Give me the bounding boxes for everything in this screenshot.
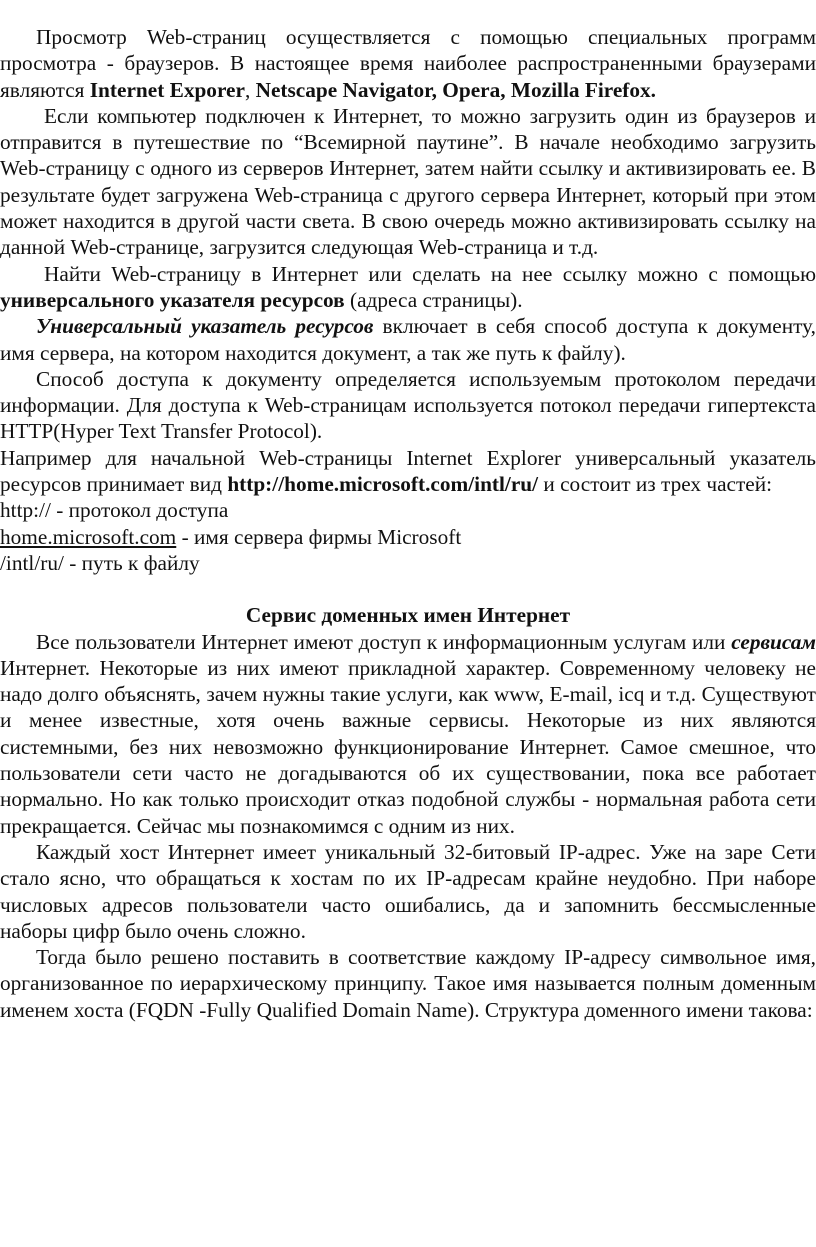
bold-url: http://home.microsoft.com/intl/ru/ — [227, 472, 539, 497]
url-part-protocol: http:// - протокол доступа — [0, 498, 229, 523]
text: включает в себя способ доступа к документу, имя сервера, на котором находится документ, а так же путь к файлу). — [0, 314, 816, 365]
text: и состоит из трех частей: — [538, 472, 773, 497]
paragraph-example — [0, 445, 816, 498]
paragraph-web-travel: Если компьютер подключен к Интернет, то можно загрузить один из браузеров и отправится в путешествие по “Всемирной паутине”. В начале необходимо загрузить Web-страницу с одного из серверов Интернет, затем найти ссылку и активизировать ее. В результате будет загружена Web-страница с другого сервера Интернет, который при этом может находится в другой части света. В свою очередь можно активизировать ссылку на данной Web-странице, загрузится следующая Web-страница и т.д. — [0, 103, 816, 260]
text: (адреса страницы). — [344, 287, 523, 312]
bold-text: Internet Exporer — [89, 77, 245, 102]
text: Просмотр Web-страниц осуществляется с помощью специальных программ просмотра - браузеров. В настоящее время наиболее распространенными браузерами являются — [0, 25, 816, 102]
bold-text: Netscape Navigator, Opera, Mozilla Firefox. — [255, 77, 657, 102]
bold-italic-text: Универсальный указатель ресурсов — [36, 314, 374, 339]
bold-text: универсального указателя ресурсов — [0, 287, 345, 312]
paragraph-protocol: Способ доступа к документу определяется используемым протоколом передачи информации. Для доступа к Web-страницам используется потокол передачи гипертекста HTTP(Hyper Text Transfer Protocol). — [0, 366, 816, 444]
paragraph-ip-address: Каждый хост Интернет имеет уникальный 32-битовый IP-адрес. Уже на заре Сети стало ясно, что обращаться к хостам по их IP-адресам крайне неудобно. При наборе числовых адресов пользователи часто ошибались, да и запомнить бессмысленные наборы цифр было очень сложно. — [0, 839, 816, 943]
bold-italic-text: сервисам — [731, 629, 816, 654]
paragraph-url-definition — [0, 313, 816, 366]
text: Интернет. Некоторые из них имеют прикладной характер. Современному человеку не надо долго объяснять, зачем нужны такие услуги, как www, E-mail, icq и т.д. Существуют и менее известные, хотя очень важные сервисы. Некоторые из них являются системными, без них невозможно функционирование Интернет. Самое смешное, что пользователи сети часто не догадываются об их существовании, пока все работает нормально. Но как только происходит отказ подобной службы - нормальная работа сети прекращается. Сейчас мы познакомимся с одним из них. — [0, 655, 816, 838]
paragraph-services — [0, 629, 816, 839]
url-part-path: /intl/ru/ - путь к файлу — [0, 550, 200, 575]
paragraph-browsers — [0, 24, 816, 103]
text: Например для начальной Web-страницы Internet Explorer универсальный указатель ресурсов принимает вид — [0, 445, 816, 497]
text: Все пользователи Интернет имеют доступ к информационным услугам или — [36, 629, 732, 654]
section-title: Сервис доменных имен Интернет — [245, 603, 571, 628]
paragraph-fqdn: Тогда было решено поставить в соответствие каждому IP-адресу символьное имя, организованное по иерархическому принципу. Такое имя называется полным доменным именем хоста (FQDN -Fully Qualified Domain Name). Структура доменного имени такова: — [0, 945, 816, 1022]
url-part-server: home.microsoft.com - имя сервера фирмы Microsoft — [0, 524, 462, 549]
text: , — [244, 77, 256, 102]
paragraph-url-intro — [0, 261, 816, 314]
server-link[interactable]: home.microsoft.com — [0, 524, 177, 549]
text: Найти Web-страницу в Интернет или сделать на нее ссылку можно с помощью — [44, 261, 816, 286]
spacer — [0, 576, 816, 602]
